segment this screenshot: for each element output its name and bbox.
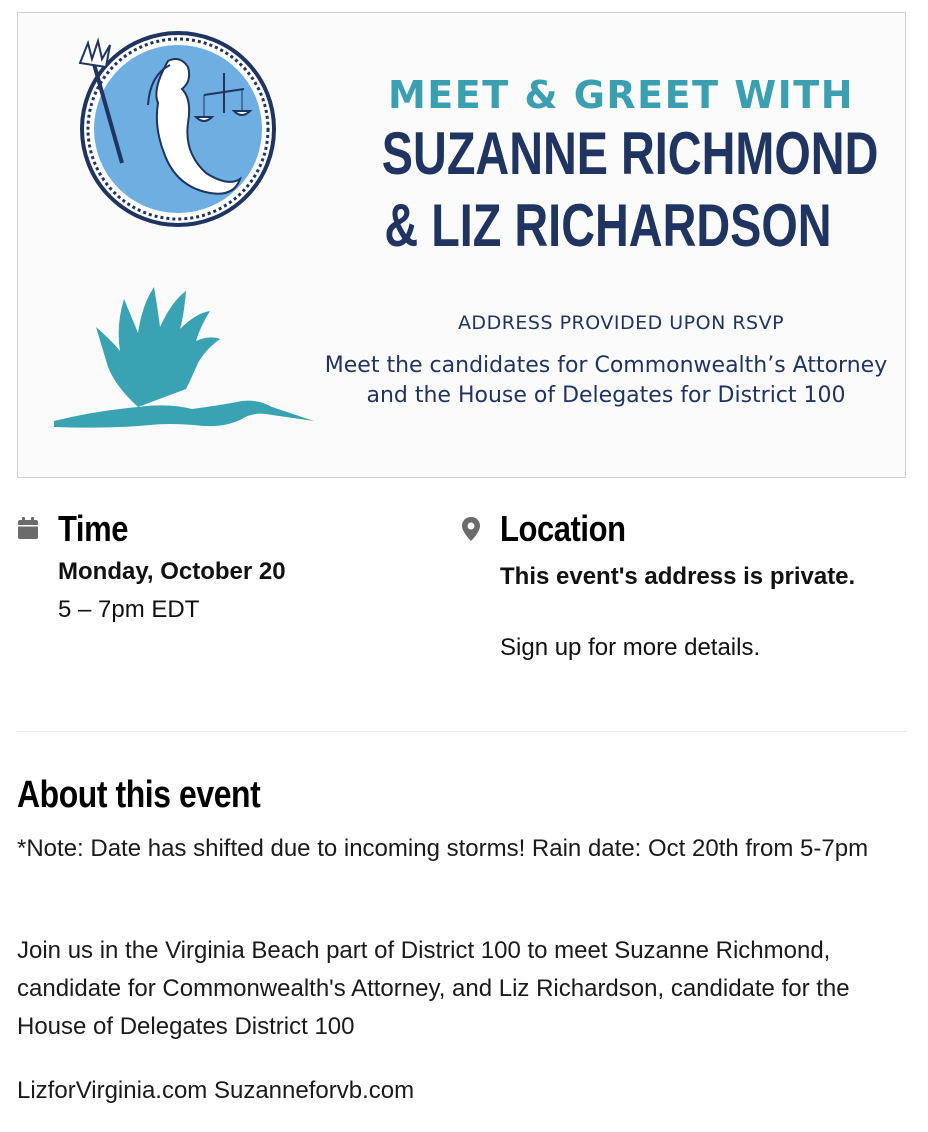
banner-rsvp-note: ADDRESS PROVIDED UPON RSVP [457, 312, 785, 334]
banner-description [306, 351, 906, 411]
about-note: *Note: Date has shifted due to incoming storms! Rain date: Oct 20th from 5-7pm [17, 835, 869, 862]
banner-description-line-1: Meet the candidates for Commonwealth’s Attorney [324, 353, 888, 378]
time-heading: Time [58, 508, 128, 549]
event-banner [17, 12, 906, 478]
banner-name-line-2: & LIZ RICHARDSON [384, 192, 832, 259]
event-date: Monday, October 20 [58, 558, 286, 585]
about-heading: About this event [17, 774, 261, 816]
map-pin-icon [461, 516, 481, 542]
location-signup-note: Sign up for more details. [500, 634, 761, 661]
about-links: LizforVirginia.com Suzanneforvb.com [17, 1077, 415, 1104]
seal-logo [80, 33, 274, 225]
location-heading: Location [500, 508, 626, 549]
banner-name-line-1: SUZANNE RICHMOND [381, 120, 879, 187]
heron-logo [54, 287, 314, 428]
location-private-note: This event's address is private. [500, 563, 856, 590]
section-divider [17, 731, 907, 732]
event-time-range: 5 – 7pm EDT [58, 596, 200, 623]
banner-heading: MEET & GREET WITH [387, 73, 855, 117]
about-body: Join us in the Virginia Beach part of District 100 to meet Suzanne Richmond, candidate for Commonwealth's Attorney, and Liz Richardson, candidate for the House of Delegates District 100 [17, 937, 850, 1040]
calendar-icon [17, 516, 39, 540]
banner-description-line-2: and the House of Delegates for District 100 [366, 383, 846, 408]
